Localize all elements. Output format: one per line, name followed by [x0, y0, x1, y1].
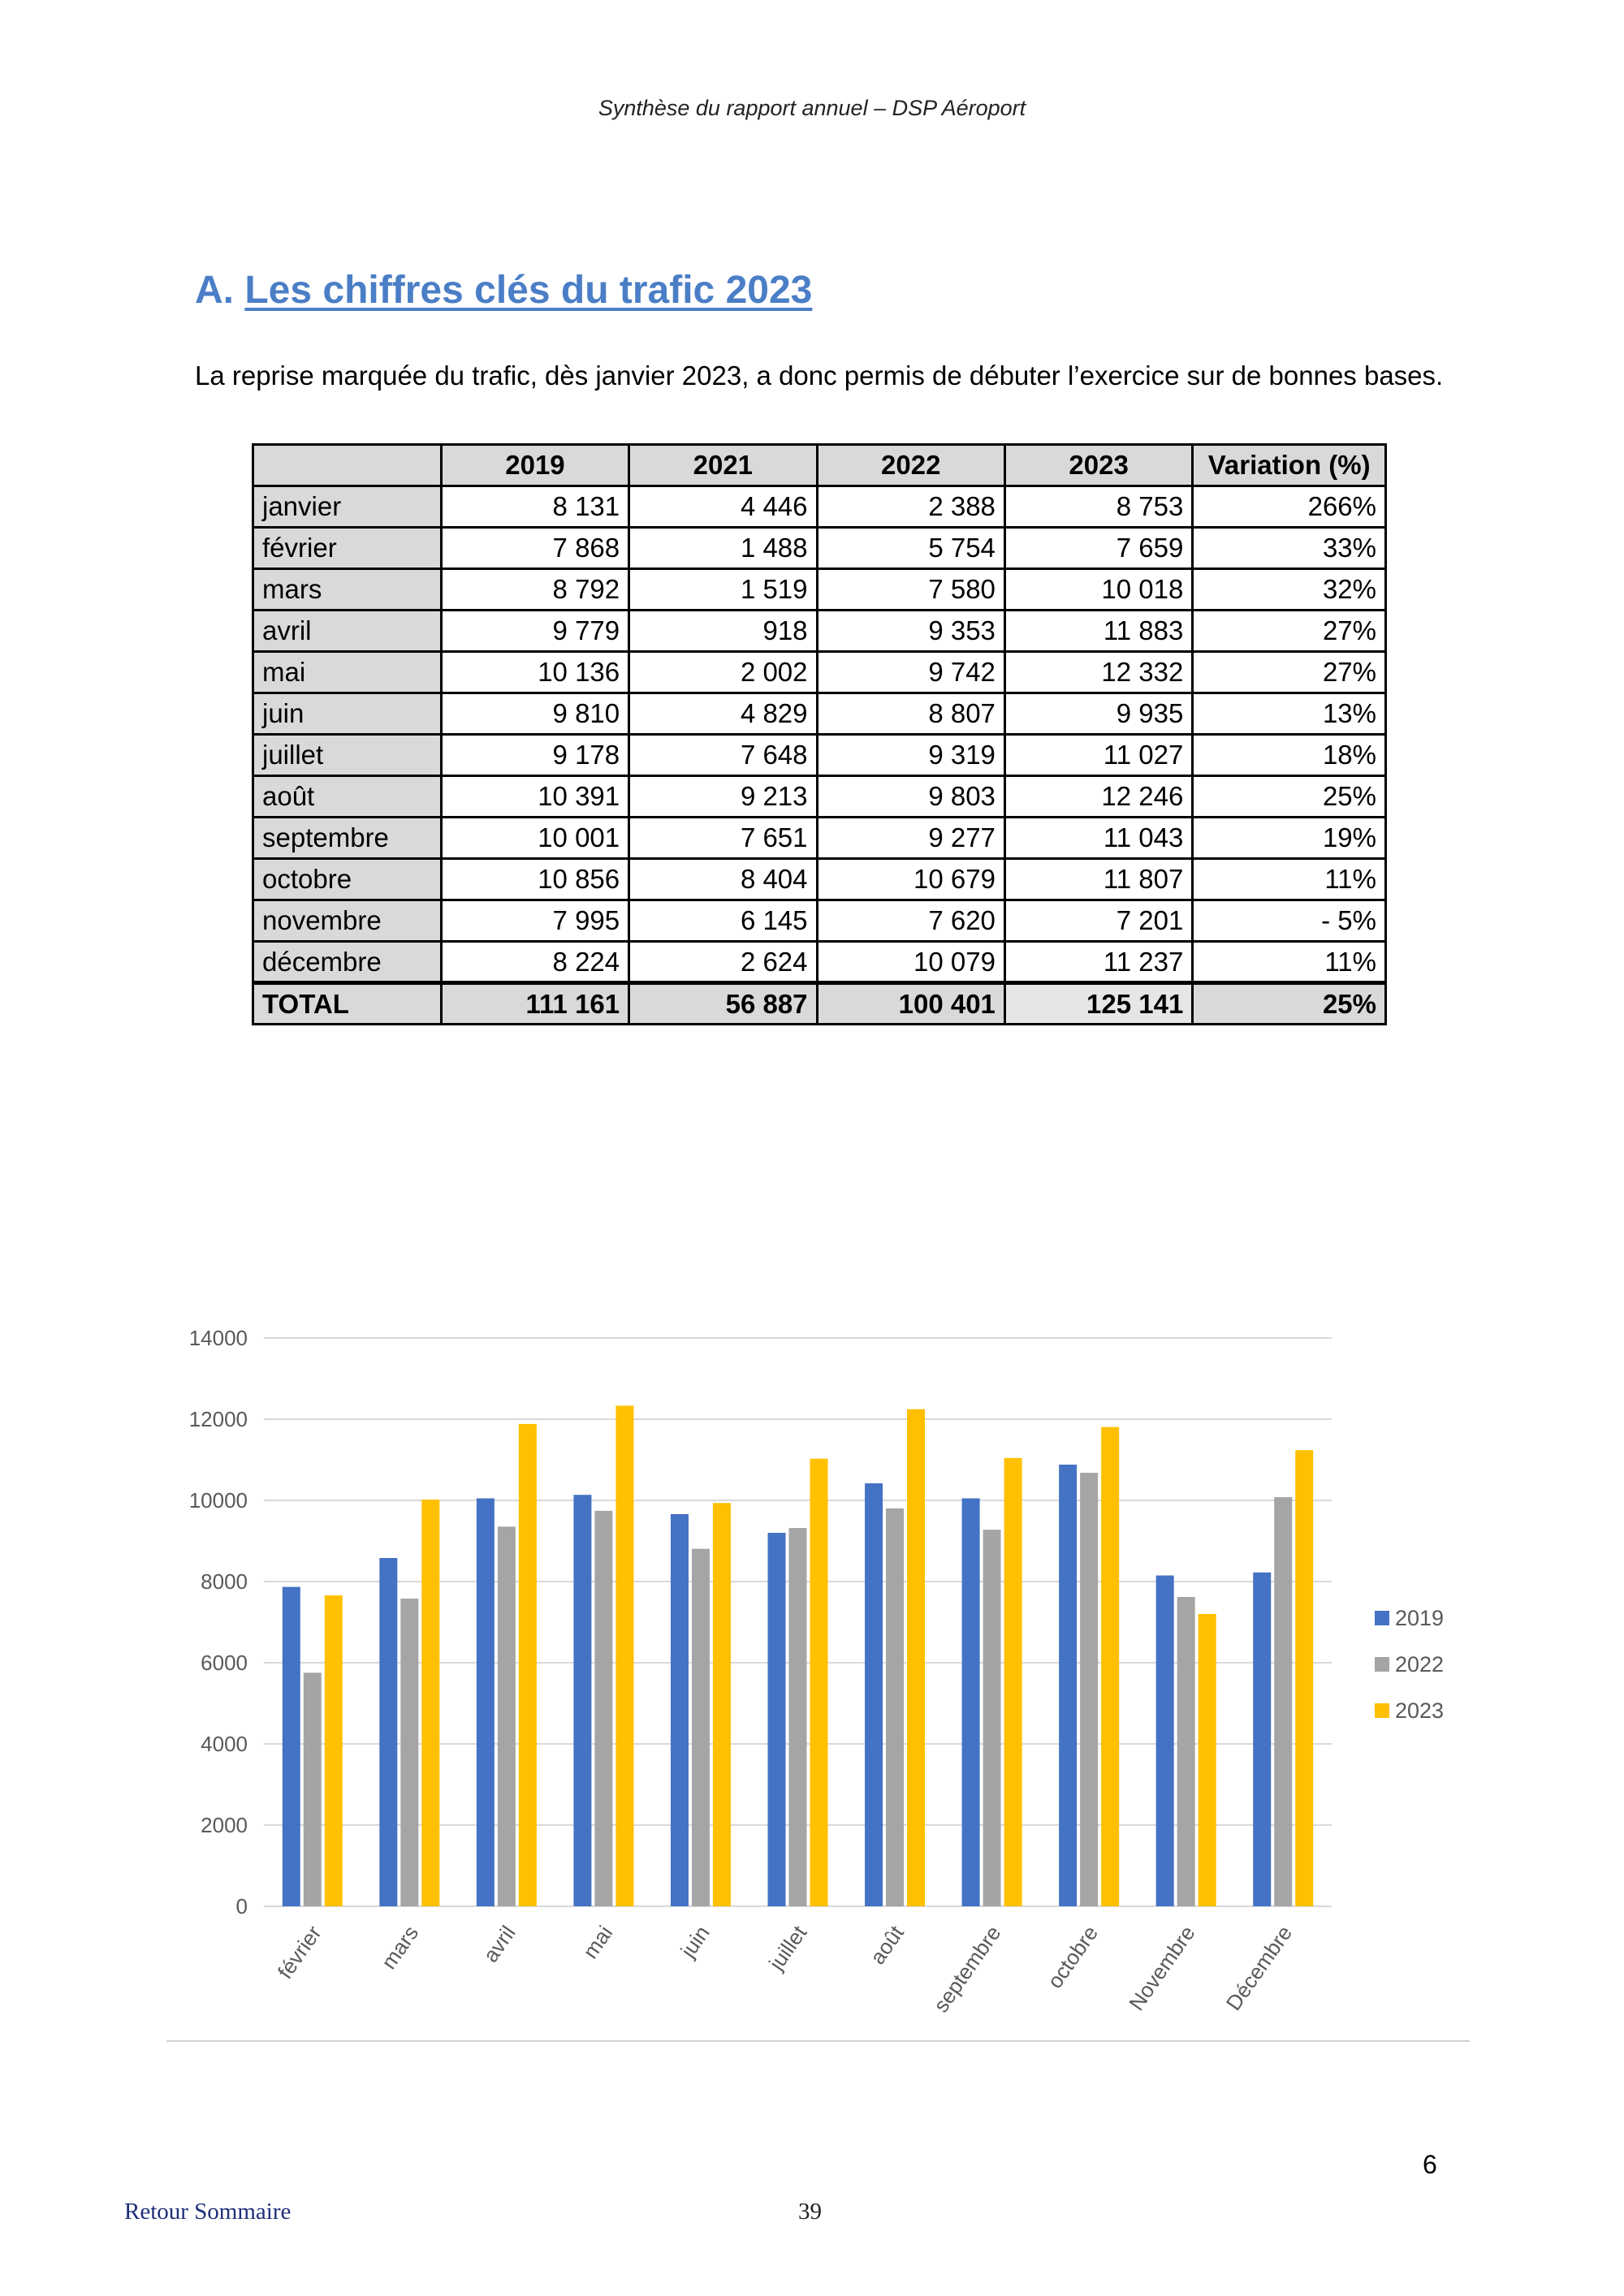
- y-tick-label: 10000: [188, 1488, 248, 1513]
- bar: [1004, 1458, 1022, 1906]
- value-cell: 4 829: [629, 693, 817, 735]
- x-category-label: septembre: [928, 1921, 1006, 2018]
- bar: [1177, 1597, 1195, 1906]
- table-row: [253, 569, 1386, 611]
- value-cell: 32%: [1193, 569, 1386, 611]
- bar: [1274, 1497, 1292, 1906]
- bar: [1101, 1427, 1119, 1906]
- value-cell: 7 620: [817, 900, 1004, 942]
- table-row: [253, 900, 1386, 942]
- bar: [768, 1533, 786, 1906]
- bar: [671, 1514, 689, 1906]
- value-cell: 8 131: [441, 486, 628, 528]
- back-to-summary-link[interactable]: Retour Sommaire: [124, 2199, 292, 2225]
- table-row: [253, 611, 1386, 652]
- header-cell: 2019: [441, 445, 628, 486]
- bar: [865, 1483, 883, 1906]
- y-tick-label: 14000: [188, 1326, 248, 1350]
- value-cell: 9 277: [817, 818, 1004, 859]
- value-cell: 9 319: [817, 735, 1004, 776]
- bar: [283, 1587, 300, 1906]
- total-cell: 25%: [1193, 983, 1386, 1025]
- value-cell: 25%: [1193, 776, 1386, 818]
- bar: [477, 1499, 495, 1907]
- bar: [1199, 1614, 1216, 1906]
- value-cell: 11 807: [1004, 859, 1192, 900]
- y-tick-label: 4000: [201, 1732, 248, 1756]
- x-category-label: Novembre: [1124, 1921, 1200, 2015]
- traffic-bar-chart: [162, 1315, 1478, 2046]
- table-row: [253, 942, 1386, 983]
- bar: [1295, 1450, 1313, 1906]
- x-category-label: avril: [477, 1921, 520, 1967]
- value-cell: 7 651: [629, 818, 817, 859]
- x-category-label: juin: [676, 1921, 715, 1962]
- value-cell: 9 213: [629, 776, 817, 818]
- value-cell: 10 018: [1004, 569, 1192, 611]
- y-tick-label: 6000: [201, 1651, 248, 1675]
- value-cell: 19%: [1193, 818, 1386, 859]
- bar: [1080, 1473, 1098, 1906]
- month-cell: février: [253, 528, 442, 569]
- value-cell: 11 237: [1004, 942, 1192, 983]
- bar: [615, 1405, 633, 1906]
- value-cell: 266%: [1193, 486, 1386, 528]
- value-cell: 13%: [1193, 693, 1386, 735]
- value-cell: 9 742: [817, 652, 1004, 693]
- bar: [692, 1549, 710, 1906]
- table-row: [253, 818, 1386, 859]
- x-category-label: octobre: [1042, 1921, 1104, 1993]
- legend-swatch: [1375, 1657, 1389, 1672]
- value-cell: 10 391: [441, 776, 628, 818]
- x-category-label: mai: [577, 1921, 618, 1963]
- value-cell: 2 388: [817, 486, 1004, 528]
- footer-page-number: 39: [798, 2199, 822, 2225]
- legend-swatch: [1375, 1611, 1389, 1625]
- month-cell: septembre: [253, 818, 442, 859]
- table-row: [253, 693, 1386, 735]
- value-cell: 11 883: [1004, 611, 1192, 652]
- y-tick-label: 8000: [201, 1569, 248, 1594]
- header-cell: 2021: [629, 445, 817, 486]
- value-cell: 12 332: [1004, 652, 1192, 693]
- x-category-label: février: [272, 1921, 326, 1983]
- value-cell: 9 935: [1004, 693, 1192, 735]
- bar: [789, 1528, 807, 1906]
- intro-paragraph: La reprise marquée du trafic, dès janvier 2023, a donc permis de débuter l’exercice sur de bonnes bases.: [195, 360, 1444, 391]
- total-cell: 56 887: [629, 983, 817, 1025]
- month-cell: octobre: [253, 859, 442, 900]
- month-cell: juillet: [253, 735, 442, 776]
- section-title-link[interactable]: Les chiffres clés du trafic 2023: [244, 269, 813, 312]
- legend-label: 2019: [1395, 1606, 1445, 1630]
- bar: [498, 1526, 516, 1906]
- table-row: [253, 859, 1386, 900]
- total-row: [253, 983, 1386, 1025]
- value-cell: 12 246: [1004, 776, 1192, 818]
- bar: [886, 1508, 904, 1906]
- total-cell: 111 161: [441, 983, 628, 1025]
- value-cell: 10 079: [817, 942, 1004, 983]
- bar: [379, 1558, 397, 1906]
- value-cell: 8 224: [441, 942, 628, 983]
- value-cell: 11 043: [1004, 818, 1192, 859]
- month-cell: décembre: [253, 942, 442, 983]
- section-heading: [195, 268, 812, 313]
- bar: [304, 1672, 322, 1906]
- value-cell: 8 753: [1004, 486, 1192, 528]
- bar: [519, 1424, 537, 1906]
- value-cell: 10 856: [441, 859, 628, 900]
- value-cell: 5 754: [817, 528, 1004, 569]
- table-row: [253, 652, 1386, 693]
- bar: [907, 1409, 925, 1906]
- header-cell: 2022: [817, 445, 1004, 486]
- total-cell: 100 401: [817, 983, 1004, 1025]
- y-tick-label: 2000: [201, 1813, 248, 1837]
- x-category-label: août: [865, 1921, 909, 1969]
- table-row: [253, 528, 1386, 569]
- bar: [325, 1595, 343, 1906]
- bar: [962, 1499, 980, 1907]
- x-category-label: Décembre: [1220, 1921, 1298, 2015]
- bar: [1253, 1573, 1271, 1906]
- x-category-label: mars: [376, 1921, 424, 1974]
- value-cell: 7 995: [441, 900, 628, 942]
- value-cell: 8 792: [441, 569, 628, 611]
- value-cell: 10 136: [441, 652, 628, 693]
- value-cell: 8 807: [817, 693, 1004, 735]
- value-cell: 11%: [1193, 859, 1386, 900]
- value-cell: 33%: [1193, 528, 1386, 569]
- value-cell: 27%: [1193, 611, 1386, 652]
- value-cell: 9 353: [817, 611, 1004, 652]
- bar: [1059, 1465, 1077, 1906]
- x-category-label: juillet: [763, 1921, 812, 1974]
- table-row: [253, 776, 1386, 818]
- value-cell: - 5%: [1193, 900, 1386, 942]
- total-cell: 125 141: [1004, 983, 1192, 1025]
- month-cell: novembre: [253, 900, 442, 942]
- value-cell: 10 679: [817, 859, 1004, 900]
- bar: [1156, 1576, 1174, 1907]
- chart-divider: [166, 2040, 1470, 2042]
- legend-label: 2023: [1395, 1698, 1445, 1723]
- bar: [421, 1500, 439, 1906]
- legend-swatch: [1375, 1703, 1389, 1718]
- value-cell: 11%: [1193, 942, 1386, 983]
- bar: [810, 1459, 828, 1906]
- month-cell: janvier: [253, 486, 442, 528]
- value-cell: 7 580: [817, 569, 1004, 611]
- value-cell: 7 648: [629, 735, 817, 776]
- value-cell: 1 488: [629, 528, 817, 569]
- value-cell: 918: [629, 611, 817, 652]
- running-header: Synthèse du rapport annuel – DSP Aéroport: [598, 96, 1026, 120]
- header-cell: Variation (%): [1193, 445, 1386, 486]
- value-cell: 9 779: [441, 611, 628, 652]
- table-header-row: [253, 445, 1386, 486]
- bar: [400, 1599, 418, 1906]
- y-tick-label: 0: [235, 1894, 248, 1918]
- value-cell: 8 404: [629, 859, 817, 900]
- value-cell: 7 659: [1004, 528, 1192, 569]
- legend-label: 2022: [1395, 1652, 1445, 1677]
- month-cell: mai: [253, 652, 442, 693]
- value-cell: 2 002: [629, 652, 817, 693]
- value-cell: 18%: [1193, 735, 1386, 776]
- bar: [573, 1495, 591, 1906]
- section-letter: A.: [195, 269, 234, 312]
- value-cell: 2 624: [629, 942, 817, 983]
- value-cell: 4 446: [629, 486, 817, 528]
- month-cell: avril: [253, 611, 442, 652]
- header-cell: 2023: [1004, 445, 1192, 486]
- bar: [983, 1530, 1001, 1906]
- y-tick-label: 12000: [188, 1407, 248, 1431]
- value-cell: 9 810: [441, 693, 628, 735]
- value-cell: 7 201: [1004, 900, 1192, 942]
- month-cell: juin: [253, 693, 442, 735]
- table-row: [253, 735, 1386, 776]
- bar: [594, 1511, 612, 1906]
- value-cell: 7 868: [441, 528, 628, 569]
- page-number: 6: [1423, 2150, 1437, 2179]
- value-cell: 9 803: [817, 776, 1004, 818]
- value-cell: 1 519: [629, 569, 817, 611]
- total-label: TOTAL: [253, 983, 442, 1025]
- traffic-table: [252, 443, 1387, 1025]
- value-cell: 27%: [1193, 652, 1386, 693]
- value-cell: 6 145: [629, 900, 817, 942]
- month-cell: mars: [253, 569, 442, 611]
- table-row: [253, 486, 1386, 528]
- value-cell: 11 027: [1004, 735, 1192, 776]
- bar: [713, 1503, 731, 1906]
- value-cell: 9 178: [441, 735, 628, 776]
- value-cell: 10 001: [441, 818, 628, 859]
- month-cell: août: [253, 776, 442, 818]
- header-cell: [253, 445, 442, 486]
